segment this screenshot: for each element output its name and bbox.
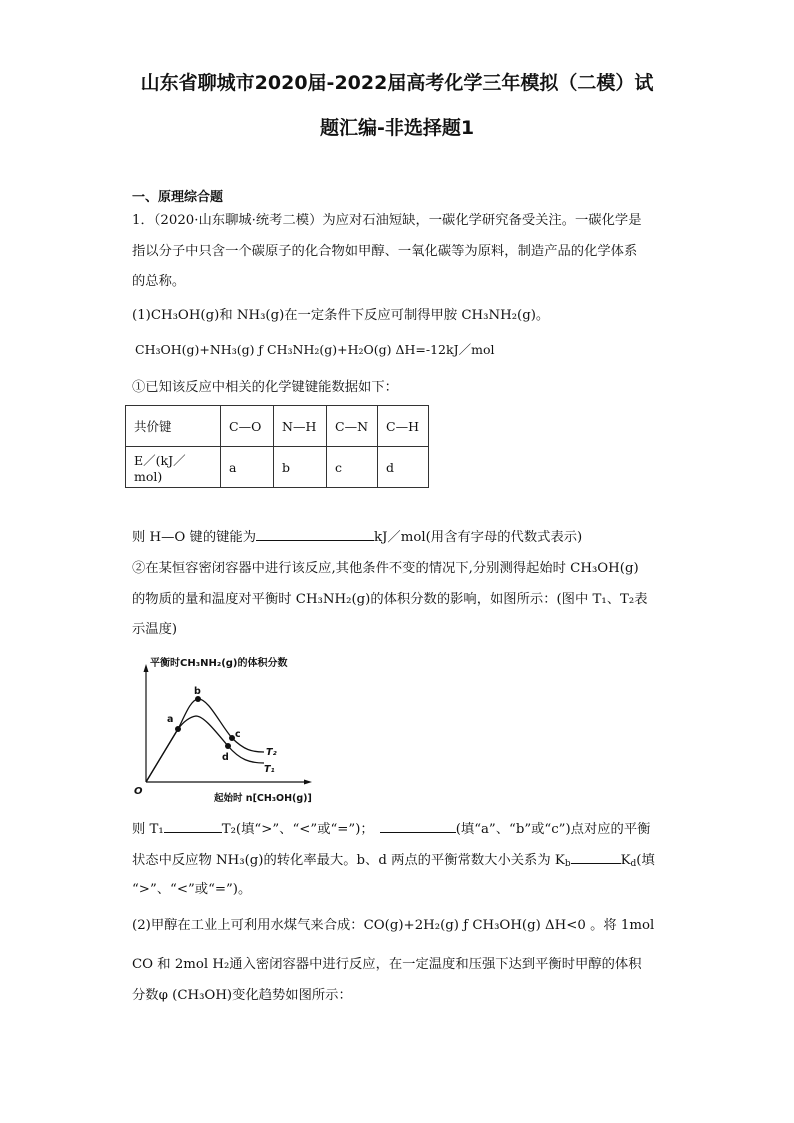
part2-line3: 分数φ (CH₃OH)变化趋势如图所示： [132, 988, 352, 1003]
part1-intro: (1)CH₃OH(g)和 NH₃(g)在一定条件下反应可制得甲胺 CH₃NH₂(g)。 [132, 308, 550, 323]
table-cell: b [274, 447, 327, 488]
label-a: a [167, 714, 174, 725]
blank-suffix: kJ／mol(用含有字母的代数式表示) [374, 530, 583, 545]
question-line-3: “>”、“<”或“=”)。 [132, 882, 252, 897]
graph-x-label: 起始时 n[CH₃OH(g)] [214, 793, 312, 804]
document-title-line2: 题汇编-非选择题1 [319, 117, 475, 139]
answer-blank[interactable] [380, 820, 456, 833]
label-b: b [194, 686, 201, 697]
table-cell: C—H [378, 406, 429, 447]
table-cell: N—H [274, 406, 327, 447]
question-intro-line2: 指以分子中只含一个碳原子的化合物如甲醇、一氧化碳等为原料，制造产品的化学体系 [132, 244, 638, 259]
question-intro-line3: 的总称。 [132, 274, 186, 289]
part2-line2: CO 和 2mol H₂通入密闭容器中进行反应，在一定温度和压强下达到平衡时甲醇的体积 [132, 957, 642, 972]
q-text: K [620, 853, 631, 868]
label-t2: T₂ [266, 747, 277, 758]
subscript-b: b [564, 859, 571, 869]
label-c: c [235, 729, 241, 740]
table-cell: E／(kJ／mol) [126, 447, 221, 488]
bond-energy-table [125, 405, 429, 488]
q-text: T₂(填“>”、“<”或“=”)； [221, 822, 374, 837]
sub1-text: ①已知该反应中相关的化学键键能数据如下： [132, 380, 398, 395]
q-text: 状态中反应物 NH₃(g)的转化率最大。b、d 两点的平衡常数大小关系为 K [132, 853, 565, 868]
q-text: (填“a”、“b”或“c”)点对应的平衡 [455, 822, 651, 837]
label-t1: T₁ [264, 764, 275, 775]
graph-y-label: 平衡时CH₃NH₂(g)的体积分数 [150, 658, 288, 669]
sub2-line1: ②在某恒容密闭容器中进行该反应,其他条件不变的情况下,分别测得起始时 CH₃OH(g) [132, 561, 639, 576]
part2-line1: (2)甲醇在工业上可利用水煤气来合成：CO(g)+2H₂(g) ƒ CH₃OH(g) ΔH<0 。将 1mol [132, 918, 655, 933]
table-cell: c [327, 447, 378, 488]
curve-t2 [146, 699, 264, 782]
point-d [225, 743, 231, 749]
label-d: d [222, 752, 229, 763]
table-cell: C—O [221, 406, 274, 447]
question-line-1 [132, 820, 650, 838]
question-intro-line1: 1．（2020·山东聊城·统考二模）为应对石油短缺，一碳化学研究备受关注。一碳化学是 [132, 213, 642, 228]
document-title-line1: 山东省聊城市2020届-2022届高考化学三年模拟（二模）试 [140, 72, 654, 94]
table-row [126, 406, 429, 447]
blank-question-line [132, 528, 582, 546]
table-cell: C—N [327, 406, 378, 447]
q-text: 则 T₁ [132, 822, 164, 837]
answer-blank[interactable] [571, 851, 621, 864]
volume-fraction-graph [128, 652, 328, 808]
table-cell: d [378, 447, 429, 488]
answer-blank[interactable] [256, 528, 374, 541]
graph-origin: O [134, 786, 143, 797]
y-axis-arrow [144, 664, 149, 672]
reaction-equation-1: CH₃OH(g)+NH₃(g) ƒ CH₃NH₂(g)+H₂O(g) ΔH=-12kJ／mol [135, 342, 495, 357]
sub2-line2: 的物质的量和温度对平衡时 CH₃NH₂(g)的体积分数的影响，如图所示：(图中 T₁、T₂表 [132, 592, 648, 607]
answer-blank[interactable] [164, 820, 222, 833]
question-line-2 [132, 851, 655, 869]
table-row [126, 447, 429, 488]
q-text: (填 [636, 853, 655, 868]
x-axis-arrow [304, 780, 312, 785]
table-cell: 共价键 [126, 406, 221, 447]
point-a [175, 726, 181, 732]
table-cell: a [221, 447, 274, 488]
blank-prefix: 则 H—O 键的键能为 [132, 530, 257, 545]
section-heading: 一、原理综合题 [132, 190, 224, 205]
sub2-line3: 示温度) [132, 622, 178, 637]
subscript-d: d [630, 859, 637, 869]
